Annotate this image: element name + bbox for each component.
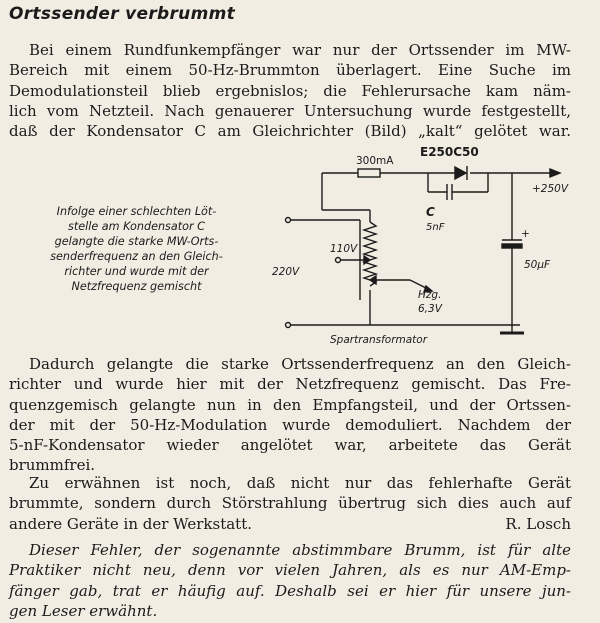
caption-line: gelangte die starke MW-Orts- <box>54 235 219 248</box>
note-line: Praktiker nicht neu, denn vor vielen Jahren, als es nur AM-Emp- <box>9 561 571 580</box>
rectifier-label: E250C50 <box>420 145 479 159</box>
figure-caption <box>9 204 264 294</box>
fuse-symbol <box>358 169 380 177</box>
editor-note <box>9 540 571 621</box>
body-line: richter und wurde hier mit der Netzfrequenz gemischt. Das Fre- <box>9 375 571 394</box>
intro-line: Demodulationsteil blieb ergebnislos; die Fehlerursache kam näm- <box>9 81 571 100</box>
note-line: Dieser Fehler, der sogenannte abstimmbare Brumm, ist für alte <box>29 541 571 559</box>
body-line: quenzgemisch gelangte nun in den Empfangsteil, und der Ortssen- <box>9 395 571 414</box>
body-paragraph <box>9 354 571 476</box>
author-signature: R. Losch <box>505 514 571 533</box>
diode-symbol <box>455 167 466 179</box>
capacitor-c-value: 5nF <box>426 222 445 233</box>
intro-line: lich vom Netzteil. Nach genauerer Untersuchung wurde festgestellt, <box>9 101 571 120</box>
closing-line-with-author <box>9 514 571 534</box>
electrolytic-capacitor-symbol <box>502 244 522 248</box>
intro-paragraph <box>9 40 571 141</box>
transformer-label: Spartransformator <box>330 334 428 346</box>
intro-line: daß der Kondensator C am Gleichrichter (Bild) „kalt“ gelötet war. <box>9 122 571 141</box>
caption-line: stelle am Kondensator C <box>68 220 205 233</box>
closing-line: andere Geräte in der Werkstatt. <box>9 514 253 533</box>
note-line: fänger gab, trat er häufig auf. Deshalb sei er hier für unsere jun- <box>9 581 571 600</box>
fuse-label: 300mA <box>356 155 394 167</box>
article-title: Ortssender verbrummt <box>9 4 236 24</box>
output-voltage-label: +250V <box>532 183 569 195</box>
electrolytic-value: 50µF <box>524 259 551 271</box>
circuit-diagram <box>260 140 580 350</box>
body-line: Dadurch gelangte die starke Ortssenderfrequenz an den Gleich- <box>29 355 571 373</box>
closing-line: brummte, sondern durch Störstrahlung übertrug sich dies auch auf <box>9 494 571 513</box>
note-line: gen Leser erwähnt. <box>9 601 158 620</box>
caption-line: Infolge einer schlechten Löt- <box>56 205 217 218</box>
body-line: brummfrei. <box>9 456 96 475</box>
tap-voltage-label: 110V <box>330 243 358 255</box>
heater-label: Hzg. <box>418 289 442 301</box>
caption-line: richter und wurde mit der <box>64 265 209 278</box>
capacitor-c-label: C <box>426 205 435 219</box>
caption-line: Netzfrequenz gemischt <box>71 280 202 293</box>
heater-voltage: 6,3V <box>418 303 442 315</box>
mains-voltage-label: 220V <box>272 266 300 278</box>
electrolytic-polarity: + <box>521 228 530 240</box>
caption-line: senderfrequenz an den Gleich- <box>50 250 223 263</box>
intro-line: Bereich mit einem 50-Hz-Brummton überlagert. Eine Suche im <box>9 61 571 80</box>
body-line: 5-nF-Kondensator wieder angelötet war, arbeitete das Gerät <box>9 436 571 455</box>
output-arrow-icon <box>550 169 560 177</box>
body-line: der mit der 50-Hz-Modulation wurde demoduliert. Nachdem der <box>9 415 571 434</box>
closing-line: Zu erwähnen ist noch, daß nicht nur das fehlerhafte Gerät <box>29 474 571 492</box>
closing-paragraph <box>9 473 571 534</box>
intro-line: Bei einem Rundfunkempfänger war nur der Ortssender im MW- <box>29 41 571 59</box>
